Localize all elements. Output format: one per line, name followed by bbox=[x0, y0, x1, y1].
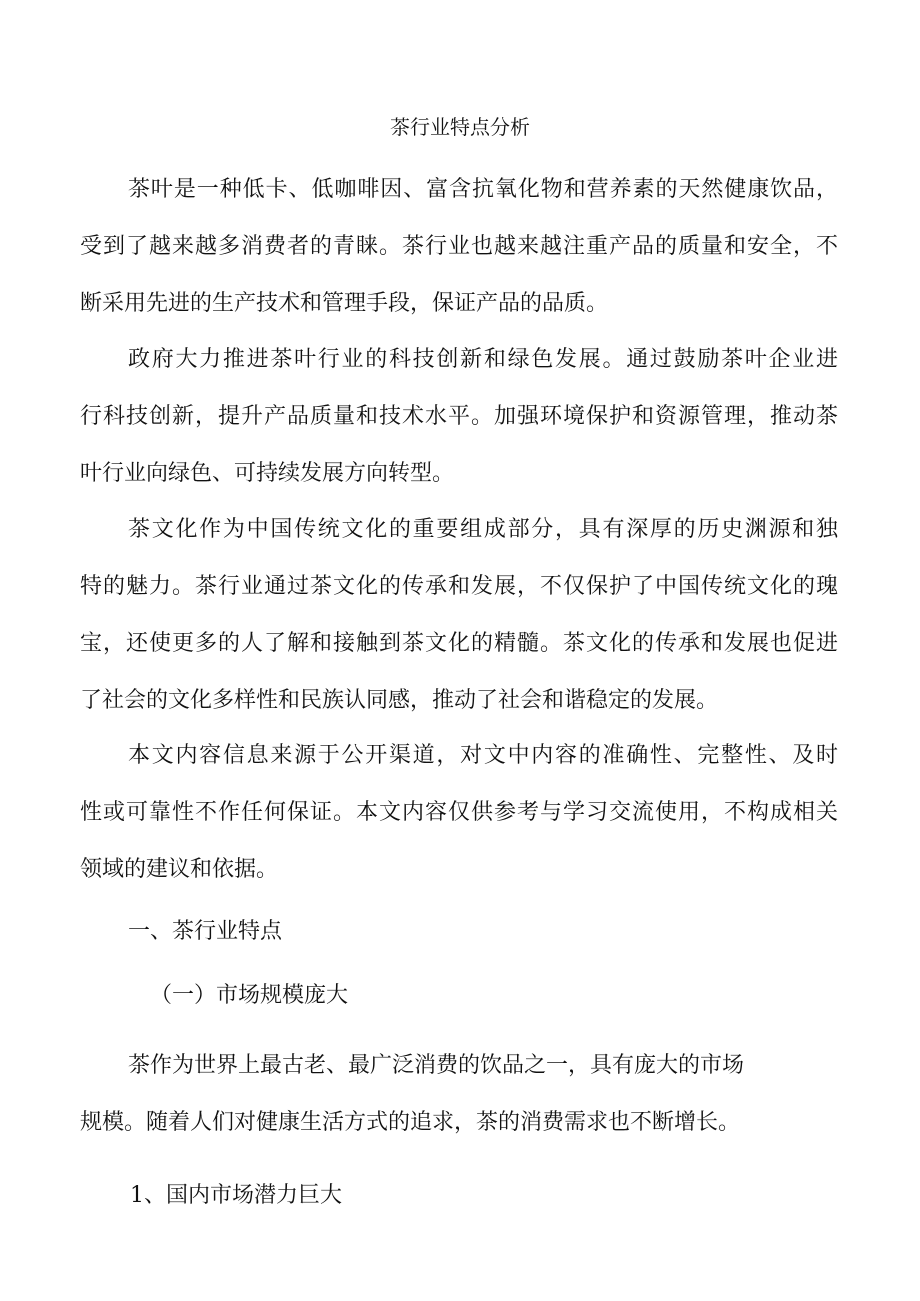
paragraph-line: 茶作为世界上最古老、最广泛消费的饮品之一，具有庞大的市场 bbox=[128, 1053, 745, 1078]
paragraph-line: 规模。随着人们对健康生活方式的追求，茶的消费需求也不断增长。 bbox=[80, 1110, 741, 1135]
subsection-heading: （一）市场规模庞大 bbox=[150, 983, 349, 1008]
paragraph-line: 特的魅力。茶行业通过茶文化的传承和发展，不仅保护了中国传统文化的瑰 bbox=[80, 574, 838, 599]
paragraph-line: 政府大力推进茶叶行业的科技创新和绿色发展。通过鼓励茶叶企业进 bbox=[128, 347, 838, 372]
paragraph-line: 宝，还使更多的人了解和接触到茶文化的精髓。茶文化的传承和发展也促进 bbox=[80, 631, 838, 656]
paragraph bbox=[80, 168, 838, 326]
page-title: 茶行业特点分析 bbox=[390, 115, 530, 139]
paragraph-line: 行科技创新，提升产品质量和技术水平。加强环境保护和资源管理，推动茶 bbox=[80, 404, 838, 429]
section-heading: 一、茶行业特点 bbox=[128, 919, 283, 944]
paragraph-line: 性或可靠性不作任何保证。本文内容仅供参考与学习交流使用，不构成相关 bbox=[80, 800, 838, 825]
numbered-heading: 1、国内市场潜力巨大 bbox=[130, 1183, 342, 1208]
paragraph bbox=[80, 508, 838, 723]
paragraph-line: 断采用先进的生产技术和管理手段，保证产品的品质。 bbox=[80, 291, 609, 316]
paragraph bbox=[80, 338, 838, 496]
paragraph-line: 茶文化作为中国传统文化的重要组成部分，具有深厚的历史渊源和独 bbox=[128, 517, 838, 542]
paragraph-line: 本文内容信息来源于公开渠道，对文中内容的准确性、完整性、及时 bbox=[128, 743, 838, 768]
paragraph-line: 领域的建议和依据。 bbox=[80, 857, 279, 882]
paragraph-line: 茶叶是一种低卡、低咖啡因、富含抗氧化物和营养素的天然健康饮品， bbox=[128, 177, 838, 202]
paragraph-line: 了社会的文化多样性和民族认同感，推动了社会和谐稳定的发展。 bbox=[80, 688, 719, 713]
paragraph bbox=[80, 734, 838, 892]
paragraph bbox=[80, 1044, 838, 1145]
paragraph-line: 叶行业向绿色、可持续发展方向转型。 bbox=[80, 461, 455, 486]
paragraph-line: 受到了越来越多消费者的青睐。茶行业也越来越注重产品的质量和安全，不 bbox=[80, 234, 838, 259]
